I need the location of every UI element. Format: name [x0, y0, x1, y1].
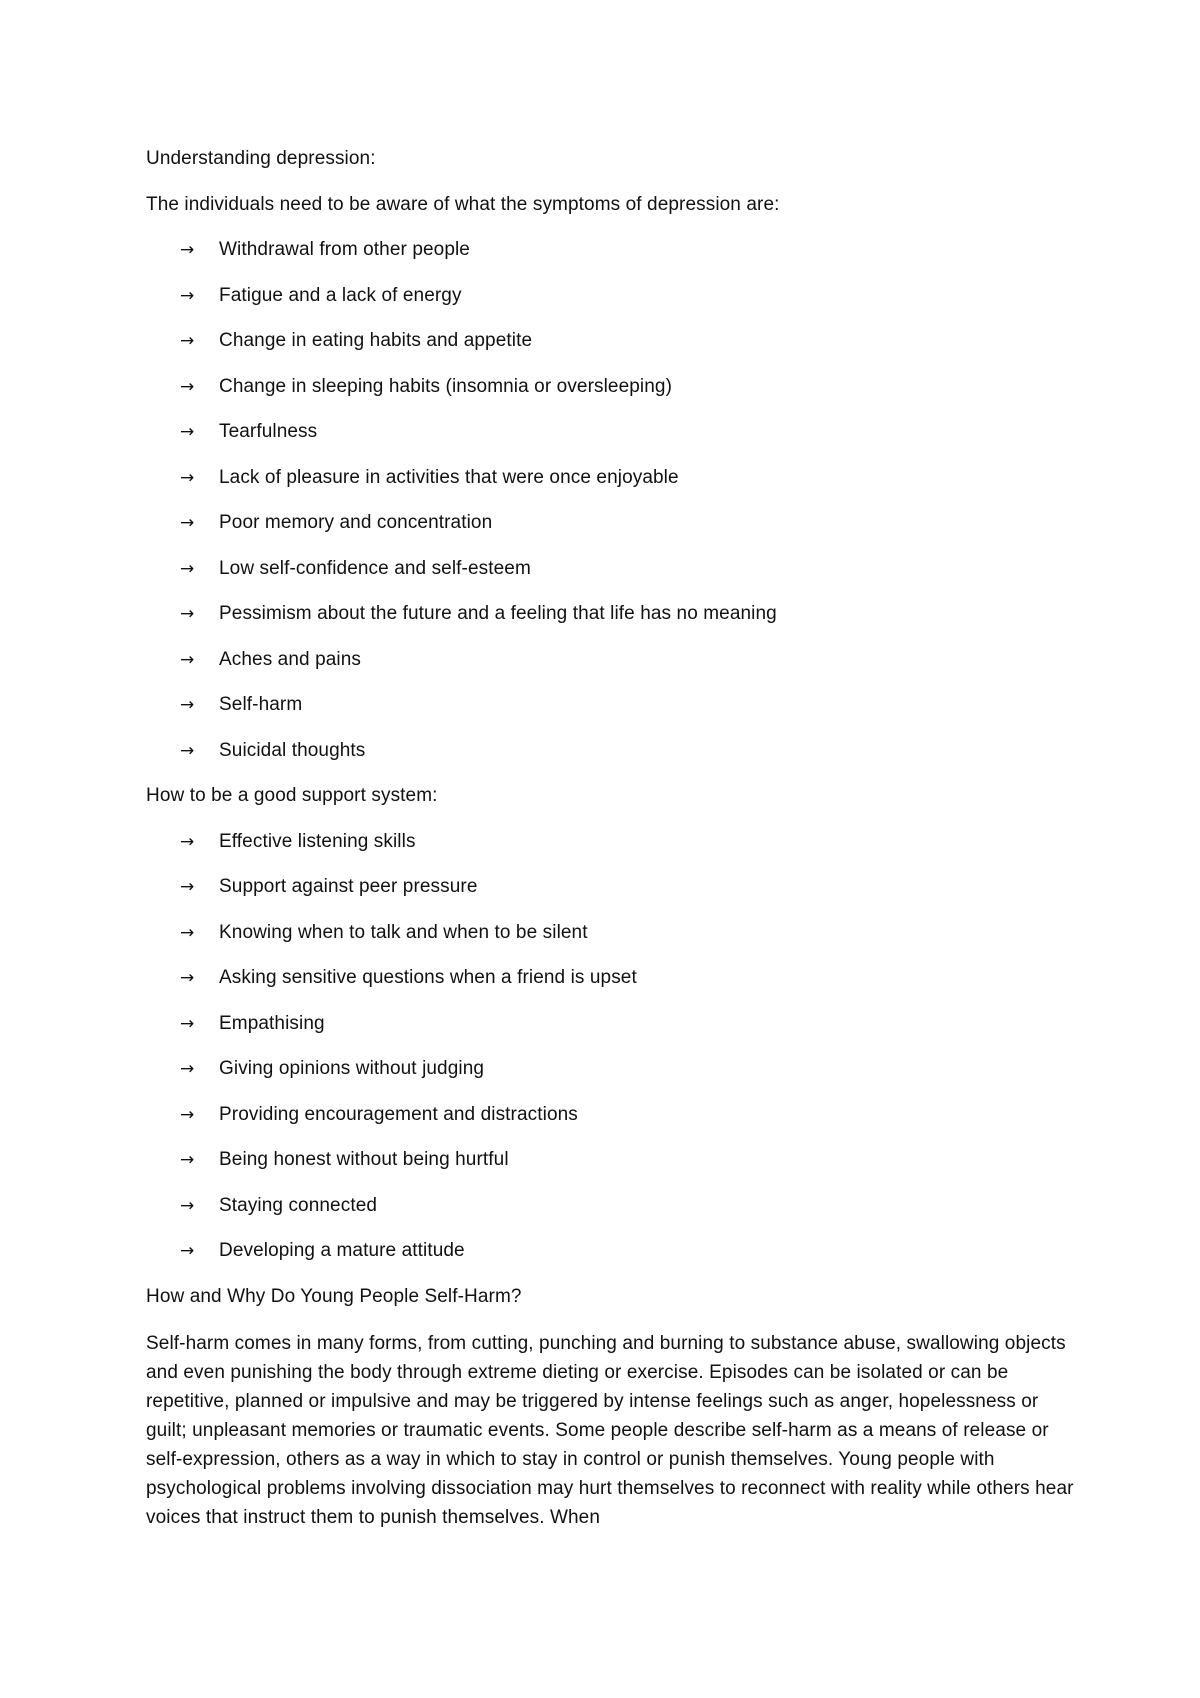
section-heading-understanding-depression: Understanding depression:: [146, 148, 376, 169]
list-item-text: Poor memory and concentration: [219, 512, 493, 533]
arrow-bullet-icon: →: [180, 558, 195, 579]
list-item-text: Pessimism about the future and a feeling that life has no meaning: [219, 603, 777, 624]
list-item-text: Self-harm: [219, 694, 303, 715]
arrow-bullet-icon: →: [180, 922, 195, 943]
section-heading-self-harm: How and Why Do Young People Self-Harm?: [146, 1285, 522, 1307]
arrow-bullet-icon: →: [180, 831, 195, 852]
list-item: [146, 510, 1076, 536]
arrow-bullet-icon: →: [180, 877, 195, 897]
list-item-text: Support against peer pressure: [219, 876, 478, 897]
list-item: [146, 738, 1076, 764]
arrow-bullet-icon: →: [180, 513, 195, 533]
list-item-text: Knowing when to talk and when to be silent: [219, 921, 588, 943]
arrow-bullet-icon: →: [180, 740, 195, 761]
list-item: [146, 1011, 1076, 1037]
arrow-bullet-icon: →: [180, 1195, 195, 1216]
list-item-text: Low self-confidence and self-esteem: [219, 557, 531, 579]
list-item-text: Empathising: [219, 1012, 325, 1034]
list-item-text: Change in sleeping habits (insomnia or oversleeping): [219, 375, 673, 397]
arrow-bullet-icon: →: [180, 376, 195, 397]
section-heading-support-system: How to be a good support system:: [146, 785, 438, 806]
list-item-text: Asking sensitive questions when a friend is upset: [219, 967, 637, 988]
support-list: [146, 829, 1076, 1265]
list-item: [146, 692, 1076, 718]
arrow-bullet-icon: →: [180, 1241, 195, 1261]
list-item: [146, 465, 1076, 491]
list-item: [146, 283, 1076, 309]
list-item-text: Tearfulness: [219, 421, 318, 442]
list-item-text: Withdrawal from other people: [219, 239, 470, 260]
list-item-text: Fatigue and a lack of energy: [219, 284, 462, 306]
arrow-bullet-icon: →: [180, 331, 195, 351]
list-item-text: Giving opinions without judging: [219, 1058, 485, 1079]
list-item: [146, 1056, 1076, 1082]
arrow-bullet-icon: →: [180, 240, 195, 260]
arrow-bullet-icon: →: [180, 649, 195, 670]
list-item-text: Aches and pains: [219, 648, 361, 670]
list-item: [146, 920, 1076, 946]
arrow-bullet-icon: →: [180, 1013, 195, 1034]
list-item: [146, 374, 1076, 400]
list-item: [146, 419, 1076, 445]
list-item: [146, 874, 1076, 900]
list-item: [146, 647, 1076, 673]
self-harm-paragraph: Self-harm comes in many forms, from cutting, punching and burning to substance abuse, swallowing objects and even punishing the body through extreme dieting or exercise. Episodes can be isolated or can be repetitive, planned or impulsive and may be triggered by intense feelings such as anger, hopelessness or guilt; unpleasant memories or traumatic events. Some people describe self-harm as a means of release or self-expression, others as a way in which to stay in control or punish themselves. Young people with psychological problems involving dissociation may hurt themselves to reconnect with reality while others hear voices that instruct them to punish themselves. When: [146, 1333, 1074, 1528]
arrow-bullet-icon: →: [180, 1150, 195, 1170]
arrow-bullet-icon: →: [180, 604, 195, 624]
arrow-bullet-icon: →: [180, 285, 195, 306]
document-body: [146, 146, 1076, 1532]
arrow-bullet-icon: →: [180, 467, 195, 488]
arrow-bullet-icon: →: [180, 968, 195, 988]
list-item-text: Developing a mature attitude: [219, 1240, 465, 1261]
list-item-text: Change in eating habits and appetite: [219, 330, 533, 351]
list-item: [146, 556, 1076, 582]
arrow-bullet-icon: →: [180, 1059, 195, 1079]
list-item-text: Staying connected: [219, 1194, 378, 1216]
arrow-bullet-icon: →: [180, 1104, 195, 1125]
list-item: [146, 1193, 1076, 1219]
list-item-text: Being honest without being hurtful: [219, 1149, 509, 1170]
list-item: [146, 328, 1076, 354]
list-item: [146, 1147, 1076, 1173]
arrow-bullet-icon: →: [180, 422, 195, 442]
list-item-text: Providing encouragement and distractions: [219, 1103, 578, 1125]
arrow-bullet-icon: →: [180, 695, 195, 715]
list-item: [146, 829, 1076, 855]
symptoms-list: [146, 237, 1076, 764]
list-item: [146, 237, 1076, 263]
list-item-text: Suicidal thoughts: [219, 739, 366, 761]
list-item-text: Lack of pleasure in activities that were once enjoyable: [219, 466, 679, 488]
list-item-text: Effective listening skills: [219, 830, 416, 852]
section-intro-symptoms: The individuals need to be aware of what the symptoms of depression are:: [146, 193, 780, 215]
list-item: [146, 1238, 1076, 1264]
list-item: [146, 1102, 1076, 1128]
list-item: [146, 601, 1076, 627]
list-item: [146, 965, 1076, 991]
